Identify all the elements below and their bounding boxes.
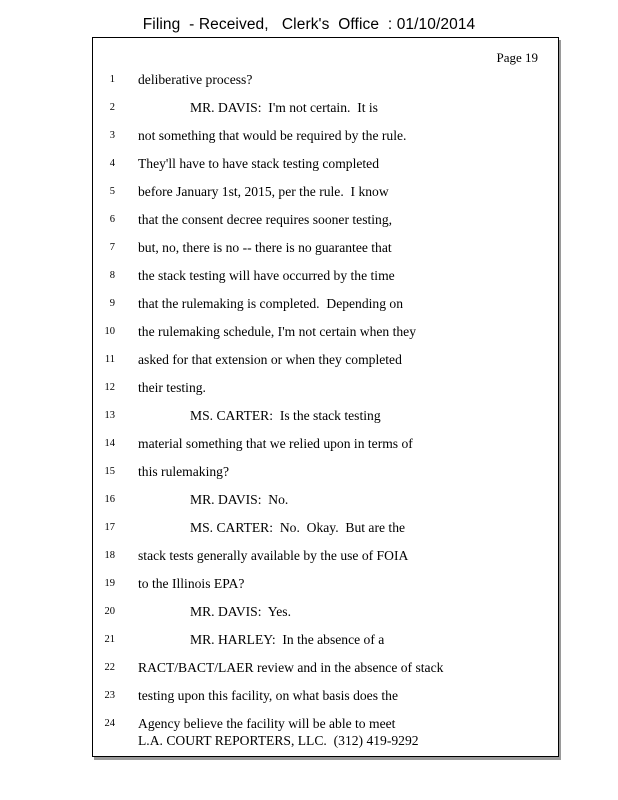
transcript-line [93, 322, 558, 350]
line-text: before January 1st, 2015, per the rule. I know [138, 184, 389, 199]
line-number: 16 [104, 494, 115, 505]
transcript-line [93, 434, 558, 462]
line-number: 8 [109, 270, 115, 281]
speaker-line-text: MS. CARTER: No. Okay. But are the [190, 520, 406, 535]
transcript-line [93, 70, 558, 98]
line-text: that the rulemaking is completed. Depending on [138, 296, 404, 311]
transcript-line [93, 462, 558, 490]
line-text: not something that would be required by the rule. [138, 128, 407, 143]
line-text: the stack testing will have occurred by the time [138, 268, 395, 283]
line-number: 10 [104, 326, 115, 337]
transcript-line [93, 406, 558, 434]
transcript-line [93, 126, 558, 154]
transcript-line [93, 378, 558, 406]
transcript-line [93, 182, 558, 210]
line-number: 18 [104, 550, 115, 561]
line-text: RACT/BACT/LAER review and in the absence of stack [138, 660, 444, 675]
line-number: 3 [109, 130, 115, 141]
line-text: stack tests generally available by the use of FOIA [138, 548, 409, 563]
transcript-line [93, 686, 558, 714]
line-text: the rulemaking schedule, I'm not certain when they [138, 324, 417, 339]
speaker-line-text: MR. DAVIS: No. [190, 492, 289, 507]
transcript-line [93, 574, 558, 602]
line-number: 7 [109, 242, 115, 253]
line-number: 17 [104, 522, 115, 533]
line-number: 1 [109, 74, 115, 85]
speaker-line-text: MR. HARLEY: In the absence of a [190, 632, 385, 647]
line-number: 5 [109, 186, 115, 197]
transcript-line [93, 630, 558, 658]
transcript-line [93, 294, 558, 322]
line-number: 11 [104, 354, 115, 365]
transcript-line [93, 238, 558, 266]
filing-stamp: Filing - Received, Clerk's Office : 01/10/2014 [142, 16, 476, 33]
line-text: Agency believe the facility will be able to meet [138, 716, 396, 731]
speaker-line-text: MR. DAVIS: Yes. [190, 604, 291, 619]
line-text: material something that we relied upon in terms of [138, 436, 413, 451]
transcript-line [93, 490, 558, 518]
line-text: their testing. [138, 380, 206, 395]
court-reporter-footer: L.A. COURT REPORTERS, LLC. (312) 419-9292 [138, 733, 419, 748]
line-number: 13 [104, 410, 115, 421]
line-text: testing upon this facility, on what basis does the [138, 688, 399, 703]
line-number: 20 [104, 606, 115, 617]
transcript-lines [93, 70, 558, 742]
transcript-line [93, 546, 558, 574]
line-number: 14 [104, 438, 115, 449]
line-number: 12 [104, 382, 115, 393]
line-number: 24 [104, 718, 115, 729]
line-number: 6 [109, 214, 115, 225]
line-number: 23 [104, 690, 115, 701]
speaker-line-text: MR. DAVIS: I'm not certain. It is [190, 100, 378, 115]
transcript-line [93, 266, 558, 294]
line-number: 9 [109, 298, 115, 309]
page-number: Page 19 [496, 50, 538, 65]
line-number: 4 [109, 158, 115, 169]
transcript-line [93, 518, 558, 546]
transcript-line [93, 350, 558, 378]
line-text: that the consent decree requires sooner testing, [138, 212, 393, 227]
line-text: but, no, there is no -- there is no guarantee that [138, 240, 392, 255]
transcript-page [92, 37, 559, 757]
line-text: this rulemaking? [138, 464, 229, 479]
line-number: 15 [104, 466, 115, 477]
transcript-line [93, 210, 558, 238]
line-text: They'll have to have stack testing completed [138, 156, 380, 171]
transcript-line [93, 98, 558, 126]
line-text: to the Illinois EPA? [138, 576, 245, 591]
line-number: 2 [109, 102, 115, 113]
speaker-line-text: MS. CARTER: Is the stack testing [190, 408, 381, 423]
line-text: asked for that extension or when they completed [138, 352, 402, 367]
line-number: 19 [104, 578, 115, 589]
line-number: 22 [104, 662, 115, 673]
transcript-line [93, 658, 558, 686]
transcript-line [93, 154, 558, 182]
line-text: deliberative process? [138, 72, 253, 87]
transcript-line [93, 602, 558, 630]
line-number: 21 [104, 634, 115, 645]
